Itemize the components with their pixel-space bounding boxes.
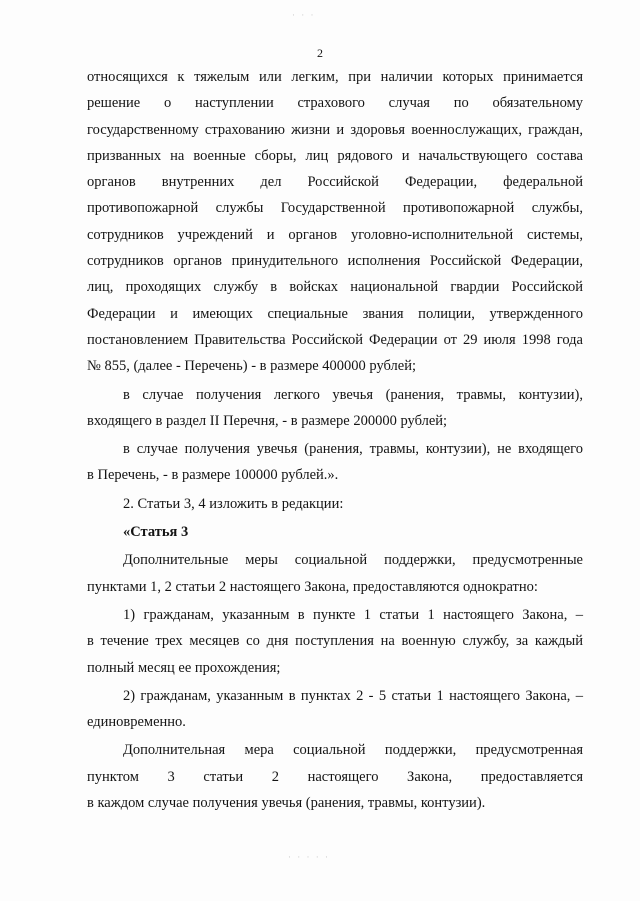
text-line: № 855, (далее - Перечень) - в размере 400000 рублей;	[87, 358, 416, 375]
article-title: «Статья 3	[123, 524, 189, 541]
text-line: полный месяц ее прохождения;	[87, 659, 281, 676]
paragraph-7	[87, 602, 583, 681]
text-line: 2) гражданам, указанным в пунктах 2 - 5 статьи 1 настоящего Закона, –	[123, 687, 583, 704]
text-line: органов внутренних дел Российской Федерации, федеральной	[87, 174, 583, 191]
paragraph-1	[87, 64, 583, 380]
text-line: относящихся к тяжелым или легким, при наличии которых принимается	[87, 69, 583, 85]
text-line: входящего в раздел II Перечня, - в размере 200000 рублей;	[87, 412, 448, 429]
text-line: в случае получения увечья (ранения, травмы, контузии), не входящего	[123, 441, 583, 458]
scan-artifact-bottom: · · · · ·	[288, 852, 330, 862]
paragraph-3	[87, 436, 583, 489]
article-heading	[87, 519, 583, 545]
text-line: пунктом 3 статьи 2 настоящего Закона, предоставляется	[87, 768, 583, 785]
text-line: сотрудников органов принудительного исполнения Российской Федерации,	[87, 253, 583, 270]
text-line: в случае получения легкого увечья (ранения, травмы, контузии),	[123, 386, 583, 403]
text-line: в течение трех месяцев со дня поступления на военную службу, за каждый	[87, 633, 583, 650]
text-line: противопожарной службы Государственной противопожарной службы,	[87, 200, 583, 217]
text-line: единовременно.	[87, 714, 186, 731]
text-line: Дополнительная мера социальной поддержки, предусмотренная	[123, 742, 583, 759]
paragraph-4	[87, 491, 583, 517]
document-body	[87, 64, 583, 816]
paragraph-6	[87, 547, 583, 600]
paragraph-2	[87, 382, 583, 435]
text-line: пунктами 1, 2 статьи 2 настоящего Закона, предоставляются однократно:	[87, 578, 538, 595]
page-number: 2	[317, 46, 323, 60]
text-line: Дополнительные меры социальной поддержки, предусмотренные	[123, 552, 583, 569]
paragraph-9	[87, 737, 583, 816]
text-line: государственному страхованию жизни и здоровья военнослужащих, граждан,	[87, 121, 583, 138]
text-line: в каждом случае получения увечья (ранения, травмы, контузии).	[87, 795, 486, 812]
text-line: Федерации и имеющих специальные звания полиции, утвержденного	[87, 305, 583, 322]
scan-artifact-top: · · ·	[292, 10, 316, 20]
text-line: в Перечень, - в размере 100000 рублей.».	[87, 467, 339, 484]
text-line: сотрудников учреждений и органов уголовно-исполнительной системы,	[87, 226, 583, 243]
text-line: 1) гражданам, указанным в пункте 1 статьи 1 настоящего Закона, –	[123, 606, 583, 623]
paragraph-8	[87, 683, 583, 736]
text-line: постановлением Правительства Российской Федерации от 29 июля 1998 года	[87, 331, 583, 348]
text-line: 2. Статьи 3, 4 изложить в редакции:	[123, 495, 344, 512]
text-line: лиц, проходящих службу в войсках национальной гвардии Российской	[87, 279, 583, 296]
text-line: решение о наступлении страхового случая по обязательному	[87, 95, 583, 112]
text-line: призванных на военные сборы, лиц рядового и начальствующего состава	[87, 147, 583, 164]
